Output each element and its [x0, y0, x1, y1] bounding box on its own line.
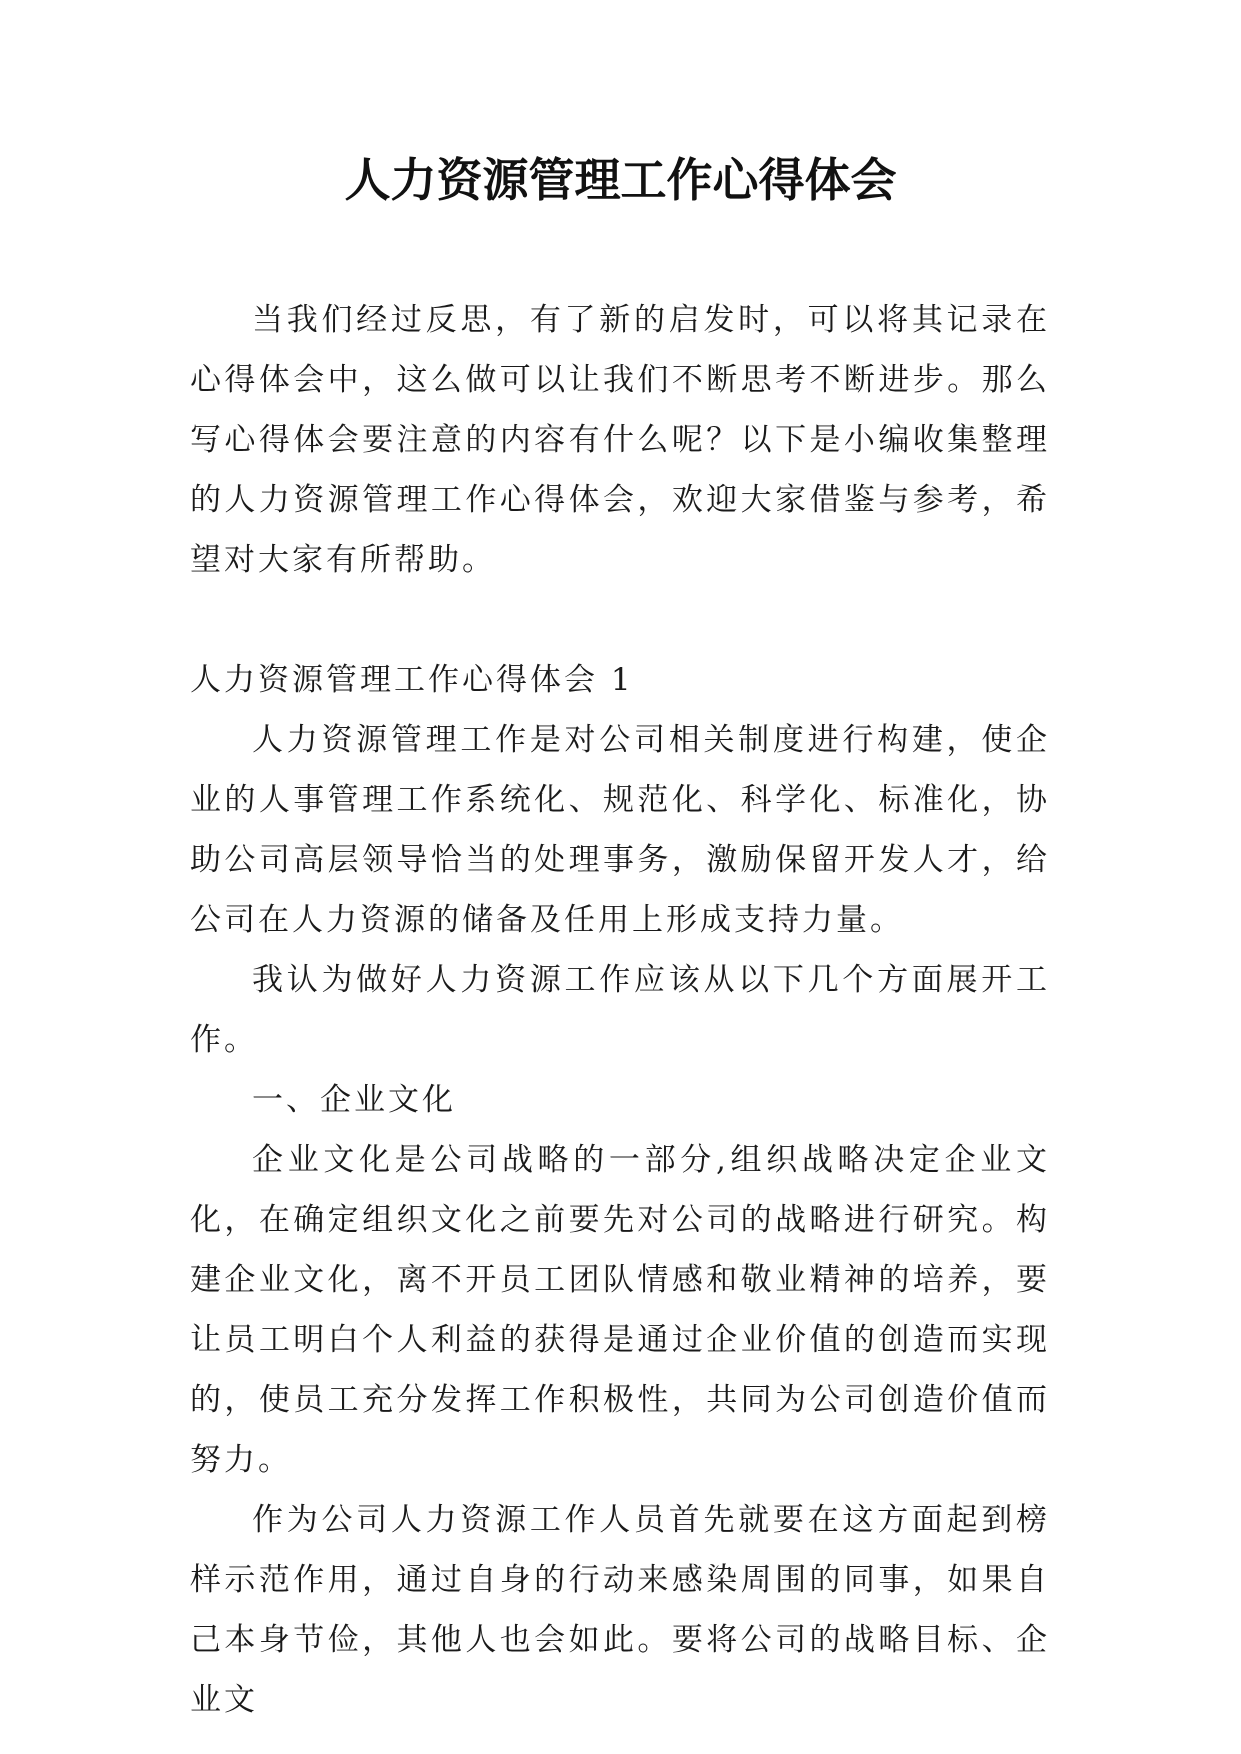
document-title: 人力资源管理工作心得体会 — [344, 153, 897, 207]
section-heading: 人力资源管理工作心得体会 1 — [190, 662, 634, 698]
paragraph-spacer — [190, 590, 1050, 650]
body-paragraph: 企业文化是公司战略的一部分,组织战略决定企业文化，在确定组织文化之前要先对公司的战略进行研究。构建企业文化，离不开员工团队情感和敬业精神的培养，要让员工明白个人利益的获得是通过企业价值的创造而实现的，使员工充分发挥工作积极性，共同为公司创造价值而努力。 — [190, 1142, 1050, 1478]
body-paragraph: 作为公司人力资源工作人员首先就要在这方面起到榜样示范作用，通过自身的行动来感染周围的同事，如果自己本身节俭，其他人也会如此。要将公司的战略目标、企业文 — [190, 1502, 1050, 1718]
body-paragraph: 人力资源管理工作是对公司相关制度进行构建，使企业的人事管理工作系统化、规范化、科学化、标准化，协助公司高层领导恰当的处理事务，激励保留开发人才，给公司在人力资源的储备及任用上形成支持力量。 — [190, 722, 1050, 938]
intro-paragraph: 当我们经过反思，有了新的启发时，可以将其记录在心得体会中，这么做可以让我们不断思考不断进步。那么写心得体会要注意的内容有什么呢？以下是小编收集整理的人力资源管理工作心得体会，欢迎大家借鉴与参考，希望对大家有所帮助。 — [190, 302, 1050, 578]
body-paragraph: 我认为做好人力资源工作应该从以下几个方面展开工作。 — [190, 962, 1050, 1058]
subsection-heading: 一、企业文化 — [252, 1082, 456, 1118]
document-body — [190, 290, 1050, 1730]
